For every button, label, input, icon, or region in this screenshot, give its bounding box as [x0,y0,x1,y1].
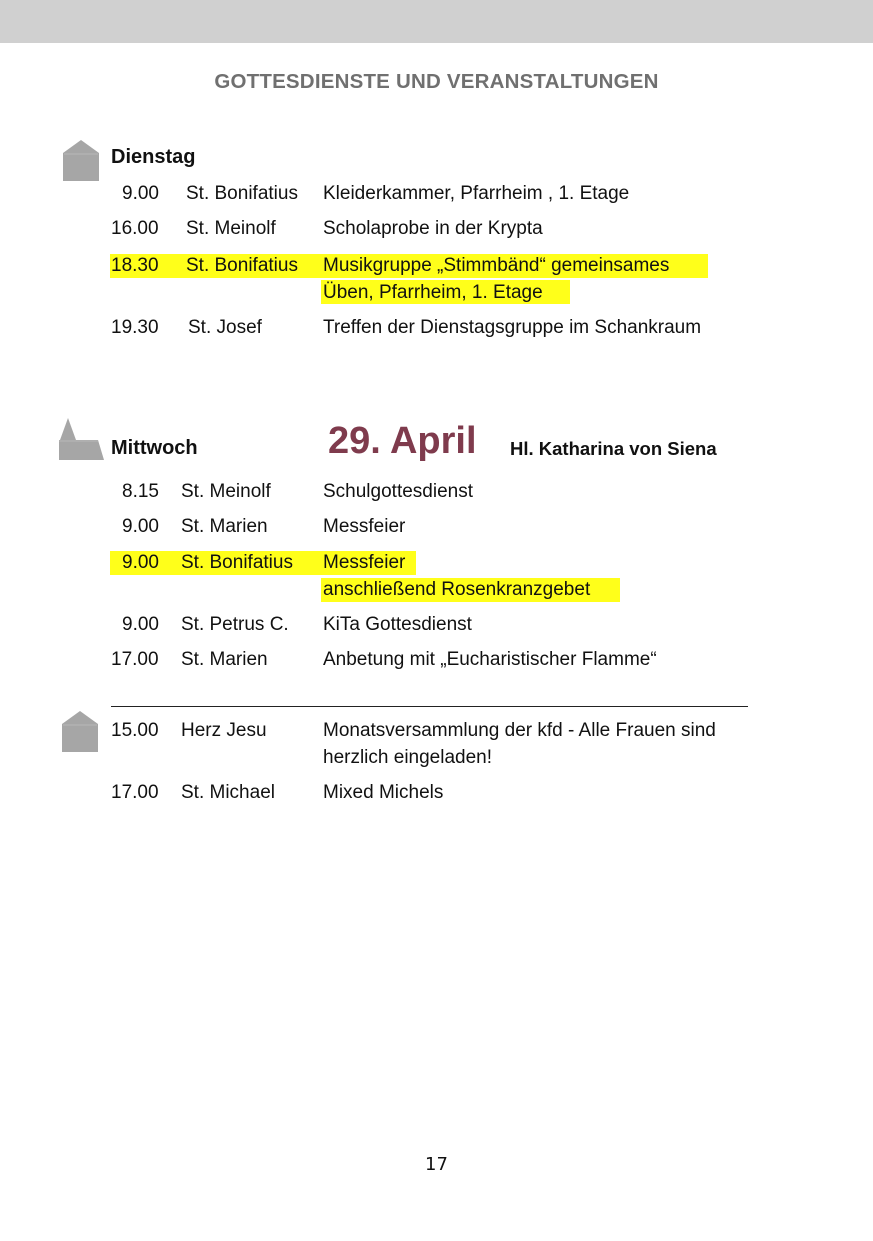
event-time: 18.30 [111,255,159,276]
event-time: 9.00 [122,516,159,537]
event-desc-cont: anschließend Rosenkranzgebet [323,579,591,600]
page-title: GOTTESDIENSTE UND VERANSTALTUNGEN [214,70,659,93]
event-time: 9.00 [122,614,159,635]
event-time: 16.00 [111,218,159,239]
event-desc: Treffen der Dienstagsgruppe im Schankraum [323,317,702,338]
event-desc: Schulgottesdienst [323,481,473,502]
event-desc: Messfeier [323,516,406,537]
event-place: St. Michael [181,782,275,803]
event-place: St. Josef [188,317,262,338]
top-bar [0,0,873,43]
date-heading: 29. April [328,420,477,462]
event-desc: KiTa Gottesdienst [323,614,472,635]
event-desc: Scholaprobe in der Krypta [323,218,543,239]
event-place: St. Bonifatius [181,552,293,573]
event-desc: Kleiderkammer, Pfarrheim , 1. Etage [323,183,630,204]
event-desc: Mixed Michels [323,782,444,803]
event-time: 17.00 [111,782,159,803]
event-time: 8.15 [122,481,159,502]
event-desc-cont: Üben, Pfarrheim, 1. Etage [323,282,543,303]
event-place: St. Meinolf [186,218,276,239]
event-place: St. Marien [181,516,268,537]
church-tower-icon [58,418,104,460]
event-place: St. Meinolf [181,481,271,502]
day-heading: Mittwoch [111,437,198,459]
event-desc: Monatsversammlung der kfd - Alle Frauen sind [323,720,716,741]
page-number: 17 [425,1154,448,1175]
event-desc-cont: herzlich eingeladen! [323,747,493,768]
church-house-icon [63,140,99,181]
event-desc: Musikgruppe „Stimmbänd“ gemeinsames [323,255,670,276]
church-house-icon [62,711,98,752]
event-time: 9.00 [122,183,159,204]
event-time: 19.30 [111,317,159,338]
event-place: St. Bonifatius [186,255,298,276]
event-desc: Anbetung mit „Eucharistischer Flamme“ [323,649,657,670]
event-time: 15.00 [111,720,159,741]
event-desc: Messfeier [323,552,406,573]
event-place: Herz Jesu [181,720,267,741]
event-time: 9.00 [122,552,159,573]
saint-of-day: Hl. Katharina von Siena [510,438,717,459]
event-place: St. Petrus C. [181,614,289,635]
day-heading: Dienstag [111,146,196,168]
event-time: 17.00 [111,649,159,670]
divider-line [111,706,748,707]
event-place: St. Bonifatius [186,183,298,204]
event-place: St. Marien [181,649,268,670]
